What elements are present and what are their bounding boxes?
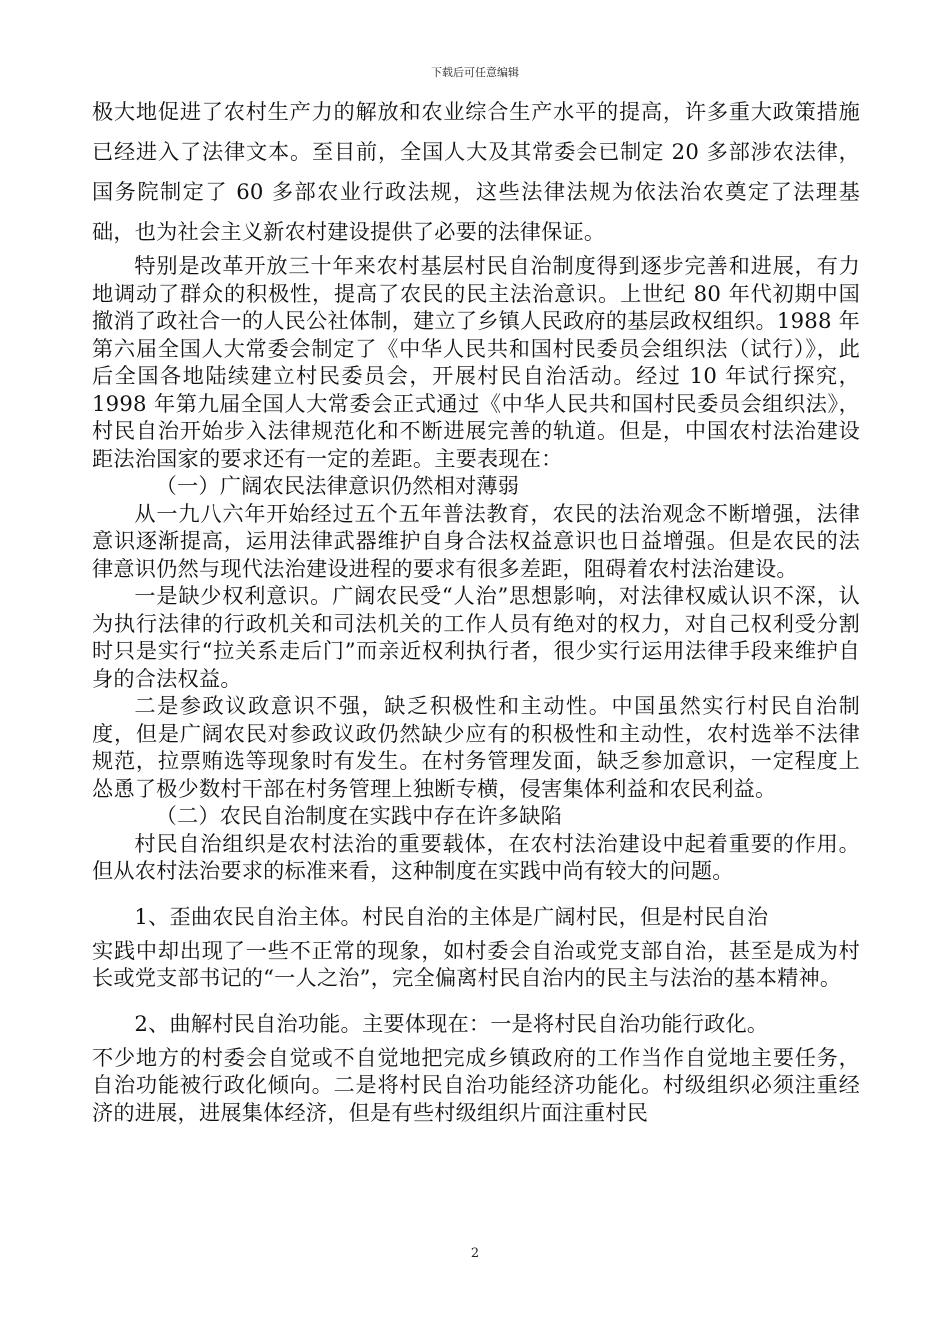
paragraph: 一是缺少权利意识。广阔农民受“人治”思想影响，对法律权威认识不深，认为执行法律的行政机关和司法机关的工作人员有绝对的权力，对自己权利受分割时只是实行“拉关系走后门”而亲近权利执行者，很少实行运用法律手段来维护自身的合法权益。 [92, 583, 860, 691]
paragraph: 二是参政议政意识不强，缺乏积极性和主动性。中国虽然实行村民自治制度，但是广阔农民对参政议政仍然缺少应有的积极性和主动性，农村选举不法律规范，拉票贿选等现象时有发生。在村务管理发面，缺乏参加意识，一定程度上怂恿了极少数村干部在村务管理上独断专横，侵害集体利益和农民利益。 [92, 693, 860, 801]
paragraph: 极大地促进了农村生产力的解放和农业综合生产水平的提高，许多重大政策措施已经进入了法律文本。至目前，全国人大及其常委会已制定 20 多部涉农法律，国务院制定了 60 多部农业行政法规，这些法律法规为依法治农奠定了法理基础，也为社会主义新农村建设提供了必要的法律保证。 [92, 99, 860, 244]
section-heading: （二）农民自治制度在实践中存在许多缺陷 [155, 803, 562, 828]
paragraph: 从一九八六年开始经过五个五年普法教育，农民的法治观念不断增强，法律意识逐渐提高，运用法律武器维护自身合法权益意识也日益增强。但是农民的法律意识仍然与现代法治建设进程的要求有很多差距，阻碍着农村法治建设。 [92, 500, 860, 581]
page-number: 2 [470, 1246, 480, 1261]
page-header: 下载后可任意编辑 [431, 66, 519, 79]
section-heading: （一）广阔农民法律意识仍然相对薄弱 [155, 473, 520, 498]
paragraph: 2、曲解村民自治功能。主要体现在：一是将村民自治功能行政化。 [134, 1010, 769, 1036]
paragraph: 特别是改革开放三十年来农村基层村民自治制度得到逐步完善和进展，有力地调动了群众的积极性，提高了农民的民主法治意识。上世纪 80 年代初期中国撤消了政社合一的人民公社体制，建立了乡镇人民政府的基层政权组织。1988 年第六届全国人大常委会制定了《中华人民共和国村民委员会组织法（试行）》，此后全国各地陆续建立村民委员会，开展村民自治活动。经过 10 年试行探究，1998 年第九届全国人大常委会正式通过《中华人民共和国村民委员会组织法》，村民自治开始步入法律规范化和不断进展完善的轨道。但是，中国农村法治建设距法治国家的要求还有一定的差距。主要表现在： [92, 253, 860, 471]
paragraph: 实践中却出现了一些不正常的现象，如村委会自治或党支部自治，甚至是成为村长或党支部书记的“一人之治”，完全偏离村民自治内的民主与法治的基本精神。 [92, 937, 860, 990]
paragraph: 不少地方的村委会自觉或不自觉地把完成乡镇政府的工作当作自觉地主要任务，自治功能被行政化倾向。二是将村民自治功能经济功能化。村级组织必须注重经济的进展，进展集体经济，但是有些村级组织片面注重村民 [92, 1044, 860, 1125]
paragraph: 村民自治组织是农村法治的重要载体，在农村法治建设中起着重要的作用。但从农村法治要求的标准来看，这种制度在实践中尚有较大的问题。 [92, 830, 860, 883]
paragraph: 1、歪曲农民自治主体。村民自治的主体是广阔村民，但是村民自治 [134, 903, 769, 929]
document-body [92, 92, 860, 1126]
